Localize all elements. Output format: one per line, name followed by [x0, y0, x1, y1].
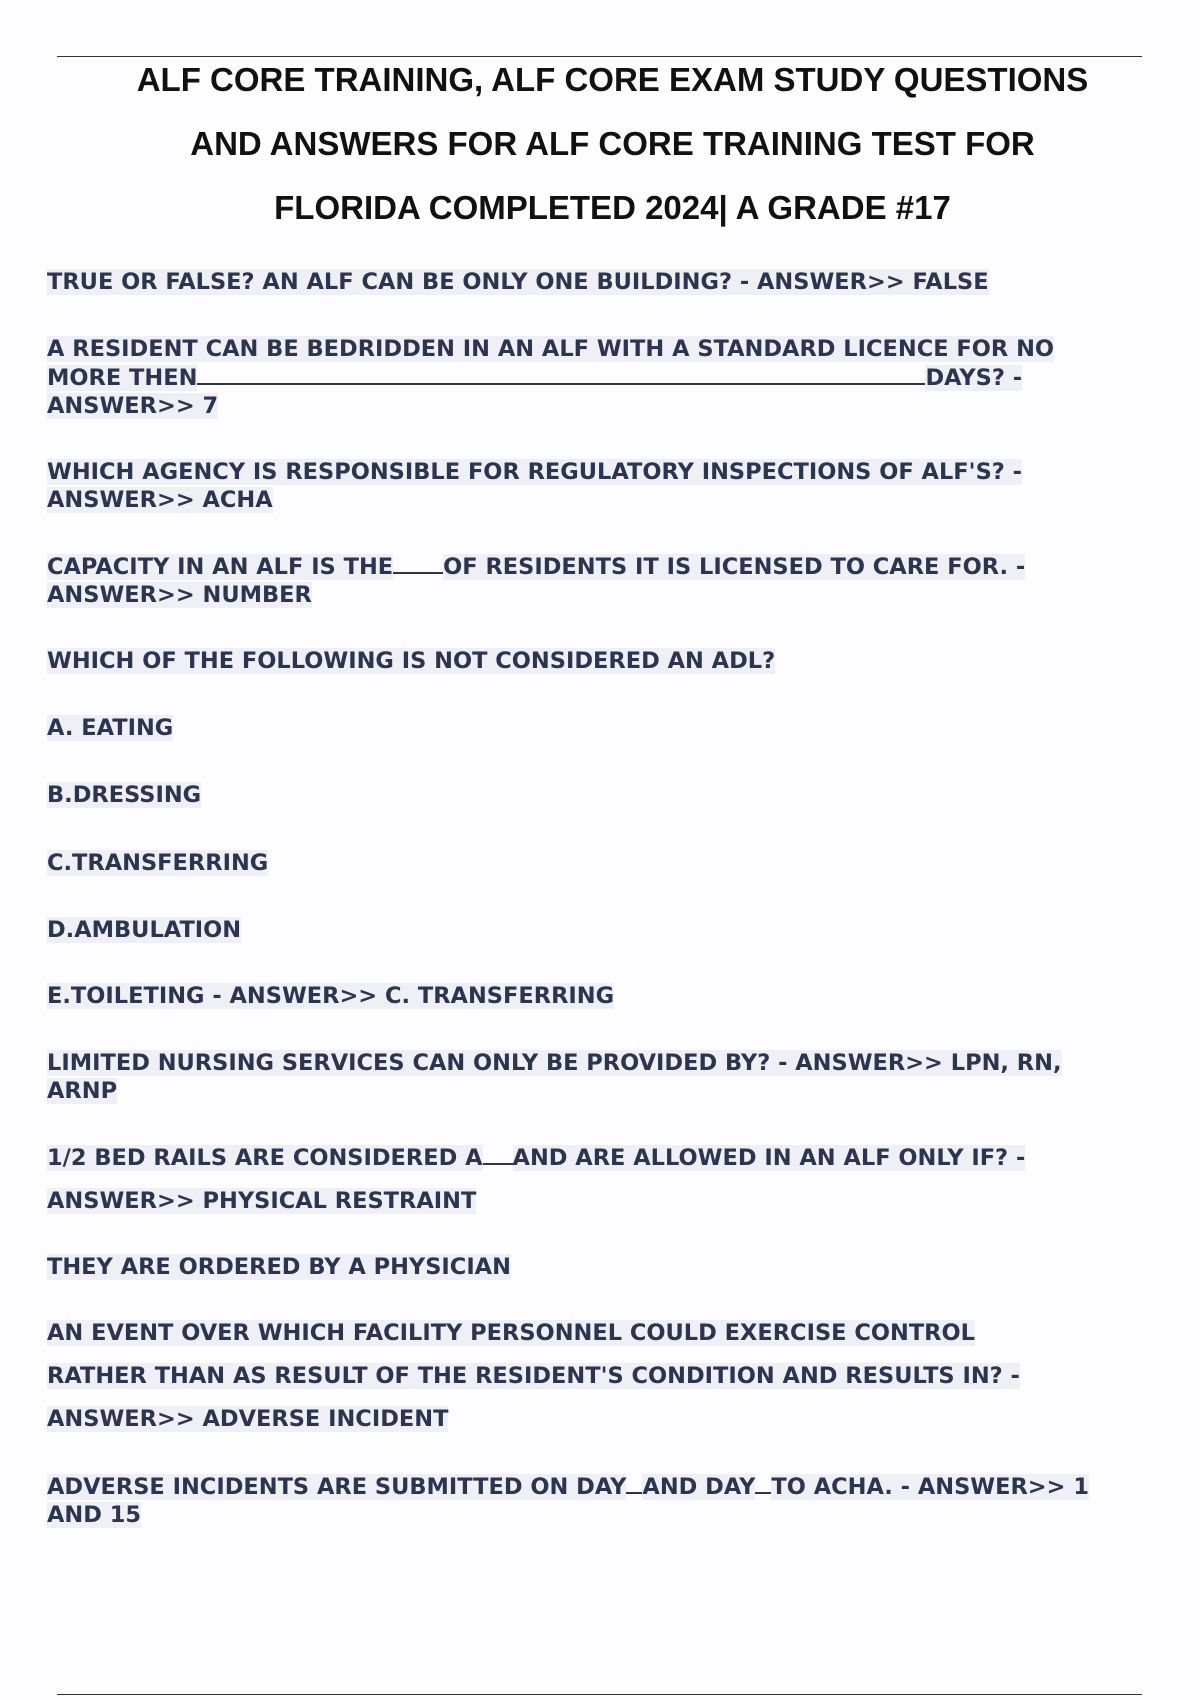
option-d-text: D.AMBULATION	[47, 917, 242, 943]
qa-item-5-option-e	[47, 982, 614, 1010]
title-line-2: AND ANSWERS FOR ALF CORE TRAINING TEST FOR	[190, 125, 1035, 162]
fill-in-blank	[626, 1472, 642, 1494]
qa-item-7-line-2: ANSWER>> PHYSICAL RESTRAINT	[47, 1188, 477, 1214]
qa-item-3-line-1: WHICH AGENCY IS RESPONSIBLE FOR REGULATORY INSPECTIONS OF ALF'S? -	[47, 459, 1022, 485]
bottom-rule	[57, 1694, 1142, 1695]
option-c-text: C.TRANSFERRING	[47, 850, 269, 876]
qa-item-6-line-1: LIMITED NURSING SERVICES CAN ONLY BE PROVIDED BY? - ANSWER>> LPN, RN,	[47, 1050, 1062, 1076]
qa-item-5-option-a	[47, 714, 173, 742]
title-line-3: FLORIDA COMPLETED 2024| A GRADE #17	[274, 189, 951, 226]
qa-item-9-line-1: AN EVENT OVER WHICH FACILITY PERSONNEL COULD EXERCISE CONTROL	[47, 1320, 975, 1346]
qa-item-10	[47, 1472, 1089, 1529]
qa-item-5-option-d	[47, 916, 241, 944]
fill-in-blank	[393, 552, 443, 574]
qa-item-1	[47, 268, 989, 296]
qa-item-4	[47, 552, 1025, 609]
fill-in-blank	[483, 1143, 513, 1165]
qa-item-5-option-c	[47, 849, 268, 877]
qa-item-7	[47, 1137, 1025, 1223]
qa-item-7-line-1a: 1/2 BED RAILS ARE CONSIDERED A	[47, 1145, 483, 1171]
qa-item-10-line-1c: TO ACHA. - ANSWER>> 1	[771, 1474, 1089, 1500]
qa-item-5-question-text: WHICH OF THE FOLLOWING IS NOT CONSIDERED AN ADL?	[47, 648, 776, 674]
qa-item-2-line-1: A RESIDENT CAN BE BEDRIDDEN IN AN ALF WITH A STANDARD LICENCE FOR NO	[47, 336, 1055, 362]
qa-item-9	[47, 1312, 1020, 1441]
qa-item-8-text: THEY ARE ORDERED BY A PHYSICIAN	[47, 1254, 511, 1280]
fill-in-blank	[197, 363, 925, 385]
option-a-text: A. EATING	[47, 715, 174, 741]
qa-item-4-line-1a: CAPACITY IN AN ALF IS THE	[47, 554, 394, 580]
qa-item-9-line-3: ANSWER>> ADVERSE INCIDENT	[47, 1406, 449, 1432]
qa-item-7-line-1b: AND ARE ALLOWED IN AN ALF ONLY IF? -	[512, 1145, 1026, 1171]
qa-item-2-line-2b: DAYS? -	[925, 365, 1023, 391]
option-e-text: E.TOILETING - ANSWER>> C. TRANSFERRING	[47, 983, 615, 1009]
qa-item-8	[47, 1253, 511, 1281]
qa-item-10-line-1b: AND DAY	[642, 1474, 756, 1500]
title-line-1: ALF CORE TRAINING, ALF CORE EXAM STUDY QUESTIONS	[136, 61, 1089, 98]
option-b-text: B.DRESSING	[47, 782, 202, 808]
qa-item-2	[47, 335, 1054, 420]
qa-item-3-line-2: ANSWER>> ACHA	[47, 487, 273, 513]
qa-item-5-question	[47, 647, 775, 675]
qa-item-5-option-b	[47, 781, 201, 809]
qa-item-2-line-2a: MORE THEN	[47, 365, 198, 391]
qa-item-4-line-1b: OF RESIDENTS IT IS LICENSED TO CARE FOR. -	[443, 554, 1026, 580]
qa-item-9-line-2: RATHER THAN AS RESULT OF THE RESIDENT'S CONDITION AND RESULTS IN? -	[47, 1363, 1020, 1389]
qa-item-10-line-1a: ADVERSE INCIDENTS ARE SUBMITTED ON DAY	[47, 1474, 627, 1500]
qa-item-2-line-3: ANSWER>> 7	[47, 393, 219, 419]
document-title	[60, 48, 1165, 240]
qa-item-10-line-2: AND 15	[47, 1502, 142, 1528]
fill-in-blank	[755, 1472, 771, 1494]
qa-item-6	[47, 1049, 1062, 1105]
qa-item-6-line-2: ARNP	[47, 1078, 118, 1104]
qa-item-3	[47, 458, 1022, 514]
qa-item-4-line-2: ANSWER>> NUMBER	[47, 582, 312, 608]
qa-item-1-text: TRUE OR FALSE? AN ALF CAN BE ONLY ONE BUILDING? - ANSWER>> FALSE	[47, 269, 989, 295]
